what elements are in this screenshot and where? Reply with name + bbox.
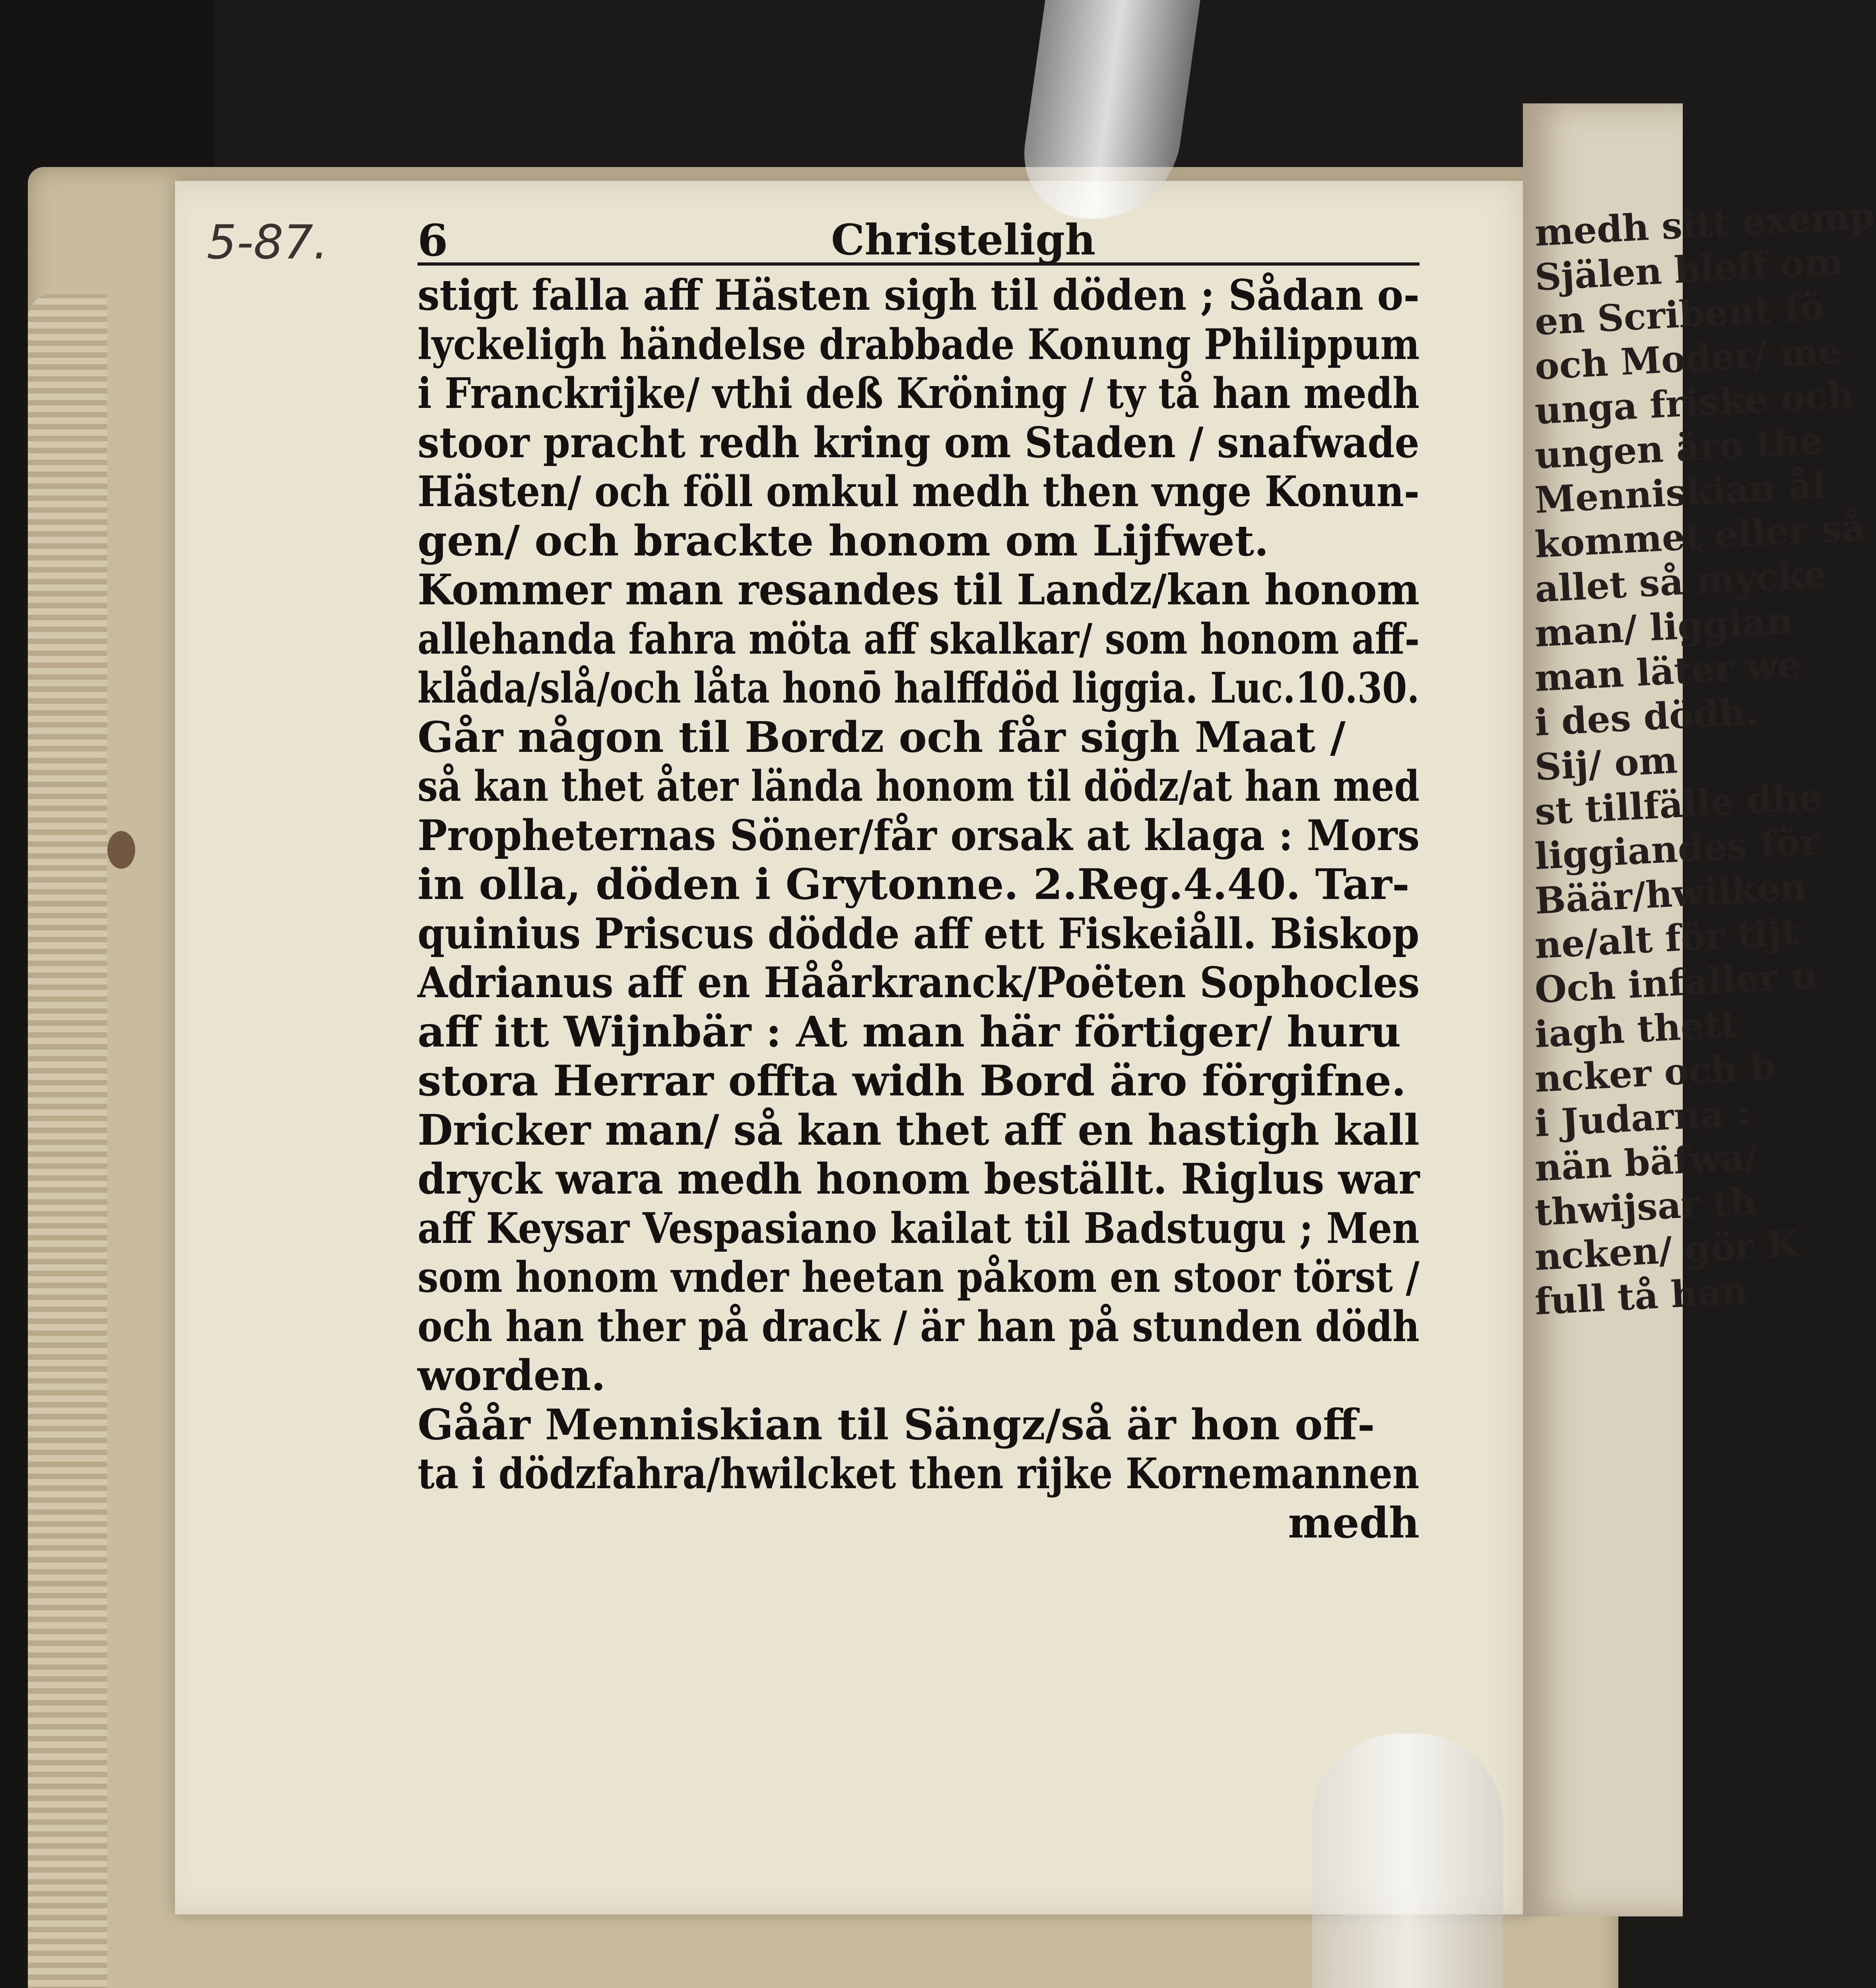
header-rule (418, 262, 1420, 266)
text-line: dryck wara medh honom beställt. Riglus war (418, 1154, 1420, 1204)
text-line: och han ther på drack / är han på stunden dödh (418, 1301, 1420, 1351)
facing-text-line: medh sitt exemp (1534, 194, 1876, 254)
facing-text-line: thwijsar th (1534, 1179, 1758, 1234)
catchword: medh (1288, 1497, 1420, 1547)
text-line: stora Herrar offta widh Bord äro förgifne. (418, 1056, 1406, 1105)
running-head: Christeligh (831, 215, 1096, 264)
text-line: worden. (418, 1350, 606, 1400)
facing-text-line: en Scribent fö (1534, 285, 1826, 344)
facing-text-line: Bäär/hwilken (1534, 865, 1808, 922)
facing-text-line: liggiandes för (1534, 820, 1820, 878)
text-line: stoor pracht redh kring om Staden / snafwade (418, 417, 1420, 467)
facing-text-line: ncken/ gör K (1534, 1222, 1800, 1279)
facing-text-line: Själen bleff om (1534, 240, 1844, 299)
facing-text-line: i des dödh. (1534, 689, 1759, 744)
text-line: ta i dödzfahra/hwilcket then rijke Kornemannen (418, 1448, 1420, 1498)
text-line: Adrianus aff en Håårkranck/Poëten Sophocles (418, 957, 1420, 1007)
text-line: klåda/slå/och låta honō halffdöd liggia. Luc.10.30. (418, 663, 1420, 712)
facing-text-line: iagh thett (1534, 1002, 1739, 1056)
facing-text-line: i Judarna : (1534, 1091, 1752, 1145)
text-line: aff itt Wijnbär : At man här förtiger/ huru (418, 1006, 1401, 1056)
facing-text-line: man/ liggian (1534, 599, 1794, 655)
text-line: så kan thet åter lända honom til dödz/at han med (418, 761, 1420, 811)
facing-text-line: Sij/ om (1534, 738, 1679, 789)
text-line: som honom vnder heetan påkom en stoor törst / (418, 1252, 1420, 1302)
facing-text-line: ne/alt för tijt (1534, 910, 1799, 967)
facing-text-line: full tå han (1534, 1269, 1749, 1323)
text-line: Dricker man/ så kan thet aff en hastigh kall (418, 1105, 1420, 1155)
text-line: lyckeligh händelse drabbade Konung Philippum (418, 319, 1420, 369)
text-line: Gåår Menniskian til Sängz/så är hon off- (418, 1399, 1375, 1449)
facing-text-line: och Moder/ me (1534, 329, 1843, 388)
facing-text-line: nän bäfwa/ (1534, 1135, 1759, 1190)
page-number: 6 (418, 215, 448, 266)
facing-text-line: Menniskian ål (1534, 463, 1827, 522)
facing-text-line: kommet eller så (1534, 506, 1866, 566)
text-line: aff Keysar Vespasiano kailat til Badstugu ; Men (418, 1203, 1420, 1253)
facing-text-line: Och infaller u (1534, 953, 1819, 1011)
facing-page-text (1534, 194, 1876, 1324)
text-line: gen/ och brackte honom om Lijfwet. (418, 515, 1269, 565)
facing-text-line: man läter we (1534, 643, 1802, 700)
text-line: allehanda fahra möta aff skalkar/ som honom aff- (418, 613, 1420, 664)
text-line: quinius Priscus dödde aff ett Fiskeiåll. Biskop (418, 908, 1420, 958)
facing-text-line: allet så mycke (1534, 552, 1828, 611)
page-edges (28, 294, 107, 1988)
facing-text-line: ncker och b (1534, 1045, 1777, 1101)
ink-stain (107, 831, 135, 869)
text-line: Går någon til Bordz och får sigh Maat / (418, 712, 1346, 762)
facing-page-recto (1523, 103, 1876, 1916)
facing-text-line: st tillfälle dhe (1534, 775, 1823, 833)
page-header (418, 215, 1420, 270)
text-line: Hästen/ och föll omkul medh then vnge Konun- (418, 466, 1420, 516)
text-line: Kommer man resandes til Landz/kan honom (418, 565, 1420, 614)
page-clip-bottom (1312, 1734, 1503, 1988)
body-text (418, 270, 1420, 1547)
facing-text-line: ungen äro the (1534, 419, 1824, 477)
text-line: Propheternas Söner/får orsak at klaga : Mors (418, 810, 1420, 860)
text-line: i Franckrijke/ vthi deß Kröning / ty tå han medh (418, 368, 1420, 418)
pencil-folio-annotation: 5-87. (207, 215, 328, 270)
facing-text-line: unga friske och (1534, 373, 1855, 433)
text-line: in olla, döden i Grytonne. 2.Reg.4.40. Tar- (418, 859, 1410, 909)
text-line: stigt falla aff Hästen sigh til döden ; Sådan o- (418, 270, 1420, 320)
